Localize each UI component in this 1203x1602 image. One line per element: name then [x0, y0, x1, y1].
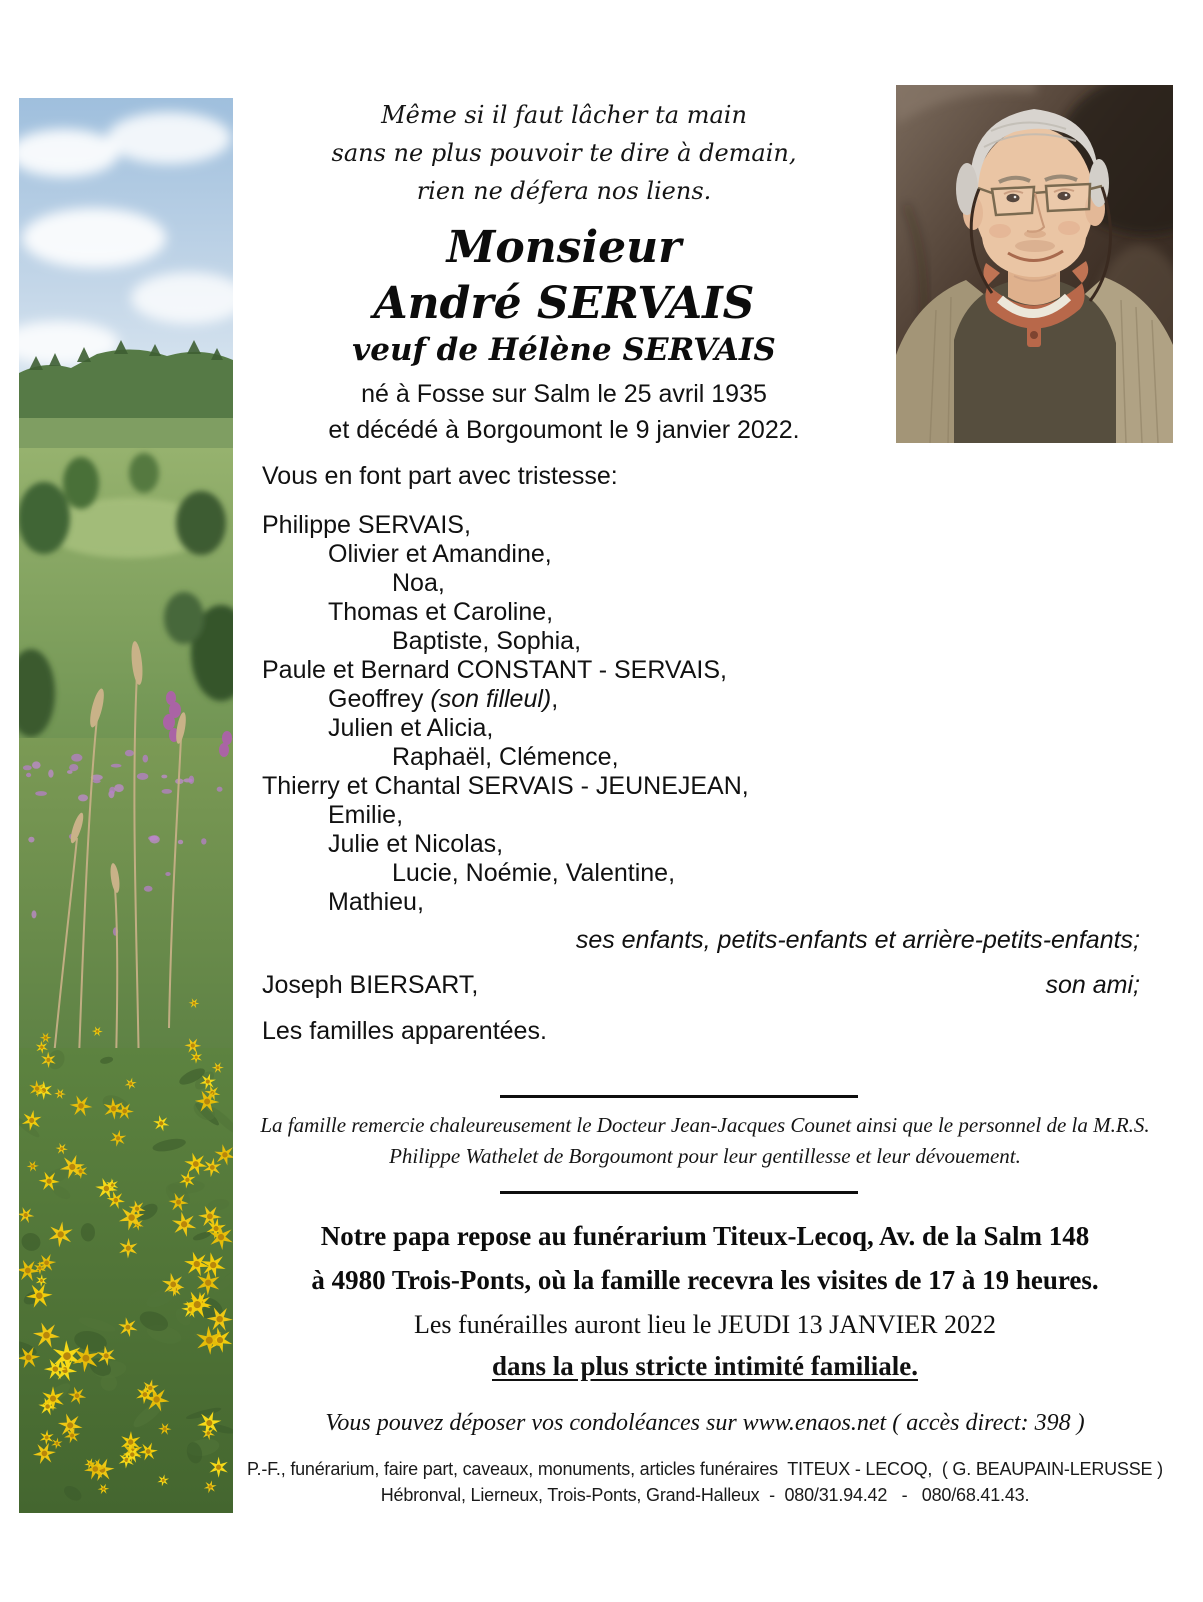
opening-quote: [233, 96, 895, 210]
footer-line-2: Hébronval, Lierneux, Trois-Ponts, Grand-Halleux - 080/31.94.42 - 080/68.41.43.: [380, 1485, 1030, 1505]
announcement-intro: Vous en font part avec tristesse:: [262, 462, 618, 490]
repose-line-2: à 4980 Trois-Ponts, où la famille recevra les visites de 17 à 19 heures.: [311, 1265, 1099, 1295]
friend-relation: son ami;: [1045, 971, 1140, 999]
family-member: Emilie,: [328, 801, 404, 829]
repose-notice: [225, 1214, 1185, 1302]
family-member: Paule et Bernard CONSTANT - SERVAIS,: [262, 656, 727, 684]
ceremony-date: Les funérailles auront lieu le JEUDI 13 JANVIER 2022: [414, 1310, 996, 1339]
descendants-label: ses enfants, petits-enfants et arrière-petits-enfants;: [575, 926, 1140, 954]
family-member: Thierry et Chantal SERVAIS - JEUNEJEAN,: [262, 772, 749, 800]
family-member: Olivier et Amandine,: [328, 540, 552, 568]
death-line: et décédé à Borgoumont le 9 janvier 2022.: [328, 416, 800, 444]
deceased-vitals: [233, 376, 895, 448]
family-member: Julie et Nicolas,: [328, 830, 504, 858]
thanks-line-2: Philippe Wathelet de Borgoumont pour leur gentillesse et leur dévouement.: [389, 1144, 1021, 1168]
family-member: Geoffrey (son filleul),: [328, 685, 559, 713]
family-member: Lucie, Noémie, Valentine,: [392, 859, 676, 887]
footer-line-1: P.-F., funérarium, faire part, caveaux, monuments, articles funéraires TITEUX - LECOQ, ( G. BEAUPAIN-LERUSSE ): [247, 1459, 1163, 1479]
funeral-home-footer: [225, 1456, 1185, 1508]
thanks-paragraph: [225, 1110, 1185, 1172]
deceased-title-block: [233, 220, 895, 332]
family-member: Philippe SERVAIS,: [262, 511, 471, 539]
condolences-line: Vous pouvez déposer vos condoléances sur www.enaos.net ( accès direct: 398 ): [325, 1410, 1085, 1436]
quote-line-1: Même si il faut lâcher ta main: [381, 101, 747, 129]
repose-line-1: Notre papa repose au funérarium Titeux-Lecoq, Av. de la Salm 148: [320, 1221, 1090, 1251]
divider-line-1: [500, 1095, 858, 1098]
landscape-photo-graphic: [19, 98, 233, 1513]
birth-line: né à Fosse sur Salm le 25 avril 1935: [361, 380, 767, 408]
quote-line-2: sans ne plus pouvoir te dire à demain,: [331, 139, 797, 167]
deceased-name: André SERVAIS: [373, 278, 755, 329]
portrait-photo-graphic: [896, 85, 1173, 443]
family-member: Julien et Alicia,: [328, 714, 494, 742]
deceased-relation: veuf de Hélène SERVAIS: [352, 332, 776, 368]
ceremony-privacy: dans la plus stricte intimité familiale.: [492, 1351, 918, 1381]
divider-line-2: [500, 1191, 858, 1194]
family-list: [262, 511, 982, 917]
deceased-title: Monsieur: [446, 222, 682, 273]
family-member: Thomas et Caroline,: [328, 598, 554, 626]
family-member: Mathieu,: [328, 888, 424, 916]
family-member: Raphaël, Clémence,: [392, 743, 619, 771]
portrait-photo: [896, 85, 1173, 443]
family-member: Noa,: [392, 569, 445, 597]
family-member: Baptiste, Sophia,: [392, 627, 582, 655]
friend-row: [262, 971, 1140, 1000]
thanks-line-1: La famille remercie chaleureusement le Docteur Jean-Jacques Counet ainsi que le personnel de la M.R.S.: [260, 1113, 1150, 1137]
related-families: Les familles apparentées.: [262, 1017, 547, 1045]
friend-name: Joseph BIERSART,: [262, 971, 479, 999]
quote-line-3: rien ne défera nos liens.: [416, 177, 712, 205]
landscape-photo: [19, 98, 233, 1513]
